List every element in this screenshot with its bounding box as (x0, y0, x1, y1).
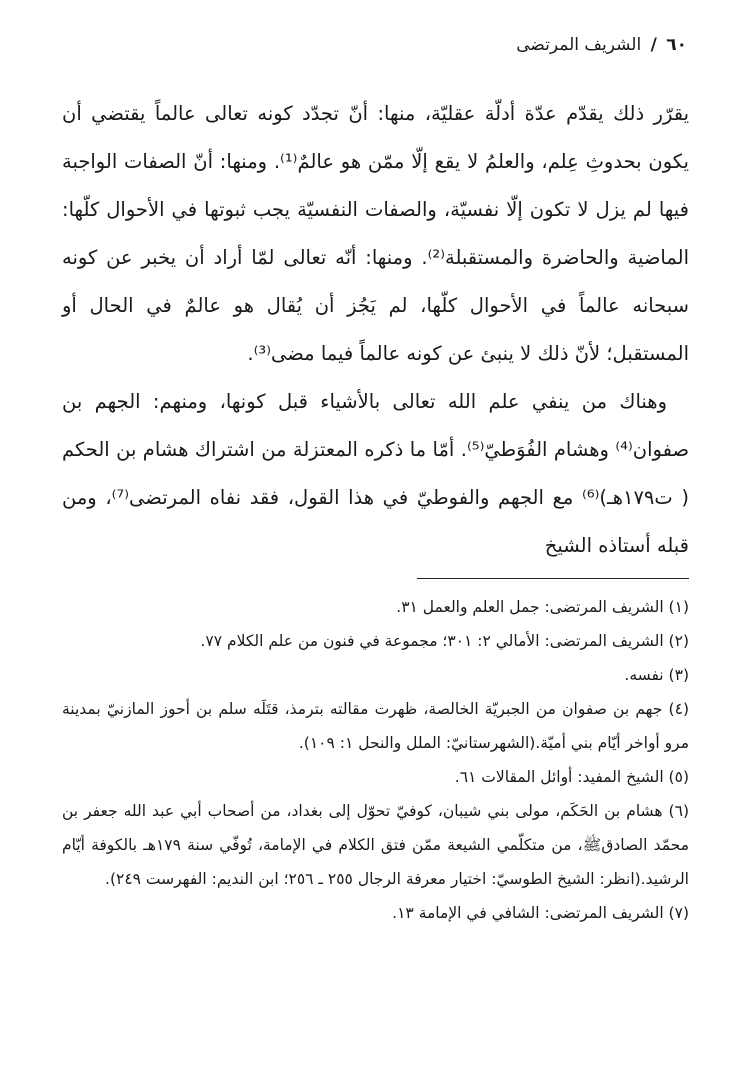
paragraph: يقرّر ذلك يقدّم عدّة أدلّة عقليّة، منها: أنّ تجدّد كونه تعالى عالماً يقتضي أن يكون بحدوثِ عِلم، والعلمُ لا يقع إلّا ممّن هو عالمٌ⁽¹⁾. ومنها: أنّ الصفات الواجبة فيها لم يزل لا تكون إلّا نفسيّة، والصفات النفسيّة يجب ثبوتها في الأحوال كلّها: الماضية والحاضرة والمستقبلة⁽²⁾. ومنها: أنّه تعالى لمّا أراد أن يخبر عن كونه سبحانه عالماً في الأحوال كلّها، لم يَجُز أن يُقال هو عالمٌ في الحال أو المستقبل؛ لأنّ ذلك لا ينبئ عن كونه عالماً فيما مضى⁽³⁾. (62, 102, 690, 365)
footnote: (٥) الشيخ المفيد: أوائل المقالات ٦١. (454, 768, 689, 786)
footnote-separator (417, 578, 689, 579)
header-separator: / (650, 35, 657, 55)
footnote: (٤) جهم بن صفوان من الجبريّة الخالصة، ظهرت مقالته بترمذ، قتَلَه سلم بن أحوز المازنيّ بمدينة مرو أواخر أيّام بني أميّة.(الشهرستانيّ: الملل والنحل ١: ١٠٩). (62, 700, 689, 752)
footnote: (١) الشريف المرتضى: جمل العلم والعمل ٣١. (396, 598, 689, 616)
running-header (516, 30, 687, 60)
page-number: ٦٠ (666, 35, 687, 55)
footnote: (٦) هشام بن الحَكَم، مولى بني شيبان، كوفيّ تحوّل إلى بغداد، من أصحاب أبي عبد الله جعفر بن محمّد الصادقﷺ، من متكلّمي الشيعة ممّن فتق الكلام في الإمامة، تُوفّي سنة ١٧٩هـ بالكوفة أيّام الرشيد.(انظر: الشيخ الطوسيّ: اختيار معرفة الرجال ٢٥٥ ـ ٢٥٦؛ ابن النديم: الفهرست ٢٤٩). (62, 802, 689, 888)
footnote: (٧) الشريف المرتضى: الشافي في الإمامة ١٣. (392, 904, 689, 922)
paragraph: وهناك من ينفي علم الله تعالى بالأشياء قبل كونها، ومنهم: الجهم بن صفوان⁽⁴⁾ وهشام الفُوَطيّ⁽⁵⁾. أمّا ما ذكره المعتزلة من اشتراك هشام بن الحكم ( ت١٧٩هـ)⁽⁶⁾ مع الجهم والفوطيّ في هذا القول، فقد نفاه المرتضى⁽⁷⁾، ومن قبله أستاذه الشيخ (62, 390, 690, 557)
running-title: الشريف المرتضى (516, 35, 642, 55)
main-text (62, 90, 689, 570)
footnotes (62, 590, 689, 930)
footnote: (٣) نفسه. (624, 666, 689, 684)
footnote: (٢) الشريف المرتضى: الأمالي ٢: ٣٠١؛ مجموعة في فنون من علم الكلام ٧٧. (200, 632, 689, 650)
